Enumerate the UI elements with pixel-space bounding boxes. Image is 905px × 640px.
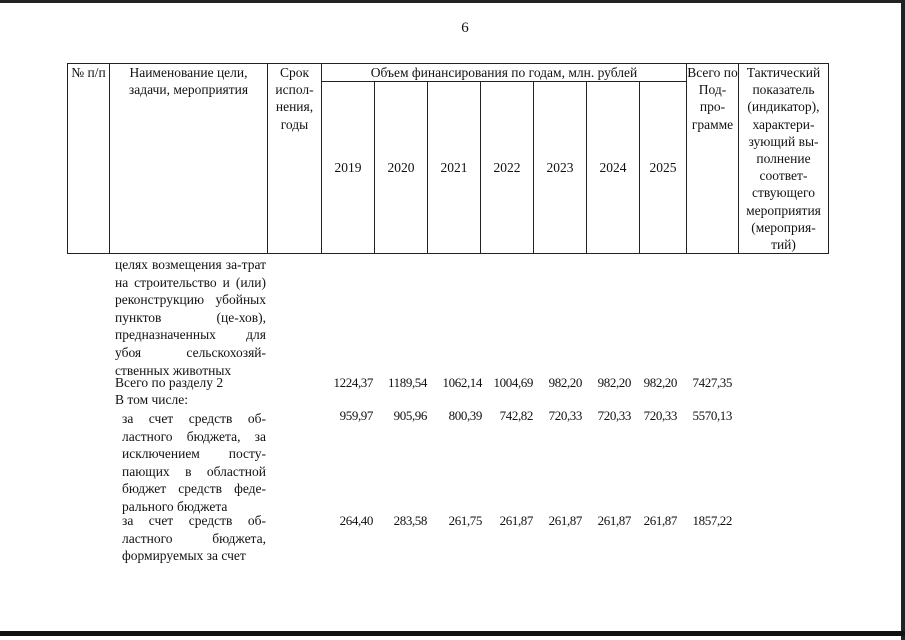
value-cell: 905,96	[393, 408, 427, 423]
header-year: 2021	[428, 82, 481, 254]
header-col-name: Наименование цели, задачи, мероприятия	[110, 64, 268, 254]
header-year: 2025	[640, 82, 687, 254]
header-table	[67, 63, 829, 254]
value-cell: 261,87	[643, 513, 677, 528]
header-col-total: Всего по Под-про-грамме	[687, 64, 739, 254]
value-cell: 720,33	[548, 408, 582, 423]
value-cell-total: 1857,22	[692, 513, 732, 528]
value-cell-total: 5570,13	[692, 408, 732, 423]
row-name: за счет средств об-ластного бюджета, формируемых за счет	[122, 513, 266, 564]
row-name: за счет средств об-ластного бюджета, за исключением посту-пающих в областной бюджет средств феде-рального бюджета	[122, 411, 266, 514]
value-cell: 720,33	[597, 408, 631, 423]
value-cell: 1004,69	[493, 375, 533, 390]
header-col-number: № п/п	[68, 64, 110, 254]
value-cell: 982,20	[597, 375, 631, 390]
row-name: целях возмещения за-трат на строительство и (или) реконструкцию убойных пунктов (це-хов), предназначенных для убоя сельскохозяй-ственных животных	[115, 257, 266, 378]
value-cell: 1062,14	[442, 375, 482, 390]
header-year: 2019	[322, 82, 375, 254]
scan-frame-right	[901, 0, 905, 640]
scan-frame-bottom	[0, 631, 905, 636]
value-cell: 720,33	[643, 408, 677, 423]
header-col-term: Срок испол-нения, годы	[268, 64, 322, 254]
row-name: В том числе:	[115, 392, 188, 407]
value-cell: 1224,37	[333, 375, 373, 390]
value-cell: 982,20	[643, 375, 677, 390]
page-number: 6	[461, 20, 469, 36]
value-cell: 959,97	[339, 408, 373, 423]
header-col-financing: Объем финансирования по годам, млн. рублей	[322, 64, 687, 82]
value-cell: 261,87	[499, 513, 533, 528]
header-year: 2023	[534, 82, 587, 254]
value-cell: 800,39	[448, 408, 482, 423]
value-cell: 261,87	[548, 513, 582, 528]
value-cell: 261,75	[448, 513, 482, 528]
header-year: 2020	[375, 82, 428, 254]
header-year: 2022	[481, 82, 534, 254]
value-cell: 982,20	[548, 375, 582, 390]
value-cell: 264,40	[339, 513, 373, 528]
value-cell-total: 7427,35	[692, 375, 732, 390]
value-cell: 261,87	[597, 513, 631, 528]
value-cell: 742,82	[499, 408, 533, 423]
header-year: 2024	[587, 82, 640, 254]
row-name: Всего по разделу 2	[115, 375, 224, 390]
header-col-indicator: Тактический показатель (индикатор), характери-зующий вы-полнение соответ-ствующего мероприятия (мероприя-тий)	[739, 64, 829, 254]
value-cell: 283,58	[393, 513, 427, 528]
scan-frame-top	[0, 0, 905, 3]
value-cell: 1189,54	[388, 375, 427, 390]
